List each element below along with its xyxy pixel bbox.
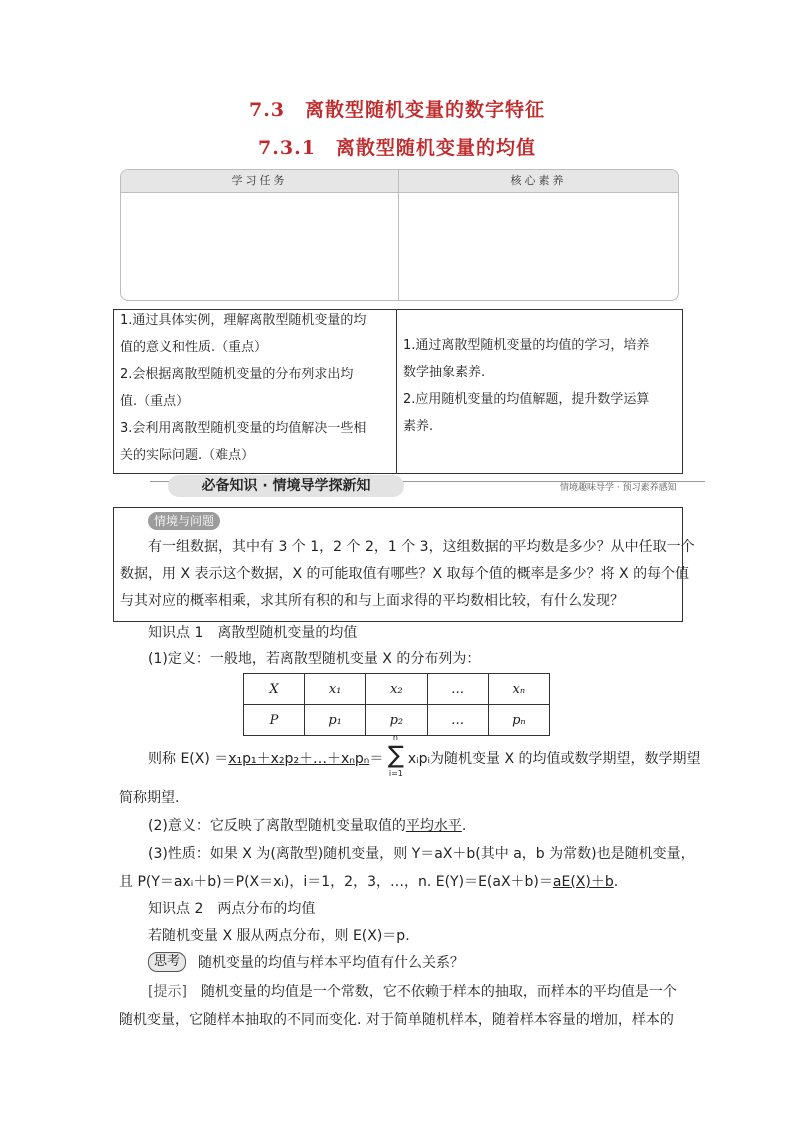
situation-tag: 情境与问题 [148,512,220,530]
table-cell: x₁ [305,674,366,705]
expectation-formula [148,733,701,778]
table-cell: p₁ [305,705,366,736]
situation-box [113,507,695,622]
core-literacy-header: 核心素养 [399,170,678,192]
kp2-text: 若随机变量 X 服从两点分布，则 E(X)＝p. [148,928,410,944]
subsection-title: 7.3.1 离散型随机变量的均值 [258,137,536,159]
literacy-line: 2.应用随机变量的均值解题，提升数学运算 [403,392,650,407]
table-cell: x₂ [366,674,427,705]
task-line: 关的实际问题.（难点） [120,448,255,463]
kp1-property-line1: (3)性质：如果 X 为(离散型)随机变量，则 Y＝aX＋b(其中 a，b 为常数)也是随机变量， [148,846,695,862]
hint-tag: [提示] [148,984,187,1000]
table-row [244,674,550,705]
kp1-meaning [148,815,466,835]
kp1-property-line2 [119,871,618,891]
table-cell: pₙ [488,705,549,736]
hint-line1 [148,981,677,1001]
kp1-heading: 知识点 1 离散型随机变量的均值 [148,625,358,641]
table-cell: p₂ [366,705,427,736]
distribution-table [243,673,550,736]
table-cell: P [244,705,305,736]
property-suffix: . [613,874,619,890]
tasks-column-divider [396,310,397,473]
formula-prefix: 则称 E(X) ＝ [148,751,229,767]
section-banner: 必备知识 · 情境导学探新知 [168,475,404,497]
task-line: 1.通过具体实例，理解离散型随机变量的均 [120,313,367,328]
situation-line: 与其对应的概率相乘，求其所有积的和与上面求得的平均数相比较，有什么发现？ [120,593,624,609]
sigma-symbol [387,733,408,778]
situation-line: 有一组数据，其中有 3 个 1，2 个 2，1 个 3，这组数据的平均数是多少？从中任取一个 [148,539,695,555]
task-line: 值.（重点） [120,394,190,409]
task-line: 2.会根据离散型随机变量的分布列求出均 [120,367,354,382]
task-line: 值的意义和性质.（重点） [120,340,268,355]
formula-suffix: xᵢpᵢ为随机变量 X 的均值或数学期望，数学期望 [407,751,701,767]
meaning-key: 平均水平 [405,818,462,834]
banner-caption: 情境趣味导学 · 预习素养感知 [560,483,677,493]
property-prefix: 且 P(Y＝axᵢ＋b)＝P(X＝xᵢ)，i＝1，2，3，…，n. E(Y)＝E(aX＋b)＝ [119,874,553,890]
property-key: aE(X)＋b [552,874,614,890]
literacy-cell [403,332,679,440]
kp1-definition: (1)定义：一般地，若离散型随机变量 X 的分布列为： [148,651,481,667]
hint-line2: 随机变量，它随样本抽取的不同而变化. 对于简单随机样本，随着样本容量的增加，样本的 [119,1012,674,1028]
table-cell: X [244,674,305,705]
formula-eq: ＝ [369,751,384,767]
literacy-line: 1.通过离散型随机变量的均值的学习，培养 [403,338,650,353]
task-line: 3.会利用离散型随机变量的均值解决一些相 [120,421,367,436]
hint-answer1: 随机变量的均值是一个常数，它不依赖于样本的抽取，而样本的平均值是一个 [200,984,677,1000]
table-cell: … [427,674,488,705]
header-column-divider [398,170,399,300]
think-tag: 思考 [148,952,186,972]
header-table [120,169,679,301]
table-cell: xₙ [488,674,549,705]
sigma-glyph: ∑ [387,741,405,769]
tasks-cell [120,307,395,469]
header-divider [121,192,678,193]
tasks-table [113,309,683,474]
learning-tasks-header: 学习任务 [121,170,398,192]
kp2-heading: 知识点 2 两点分布的均值 [148,901,316,917]
think-question: 随机变量的均值与样本平均值有什么关系？ [198,955,464,971]
literacy-line: 素养. [403,419,434,434]
meaning-prefix: (2)意义：它反映了离散型随机变量取值的 [148,818,406,834]
formula-continuation: 简称期望. [119,790,180,806]
table-cell: … [427,705,488,736]
situation-line: 数据，用 X 表示这个数据，X 的可能取值有哪些？X 取每个值的概率是多少？将 X 的每个值 [120,566,690,582]
formula-terms: x₁p₁＋x₂p₂＋…＋xₙpₙ [228,751,370,767]
table-row [244,705,550,736]
meaning-suffix: . [461,818,467,834]
sigma-lower: i=1 [388,769,403,778]
sigma-upper: n [392,733,398,742]
literacy-line: 数学抽象素养. [403,365,486,380]
section-title: 7.3 离散型随机变量的数字特征 [248,99,546,121]
